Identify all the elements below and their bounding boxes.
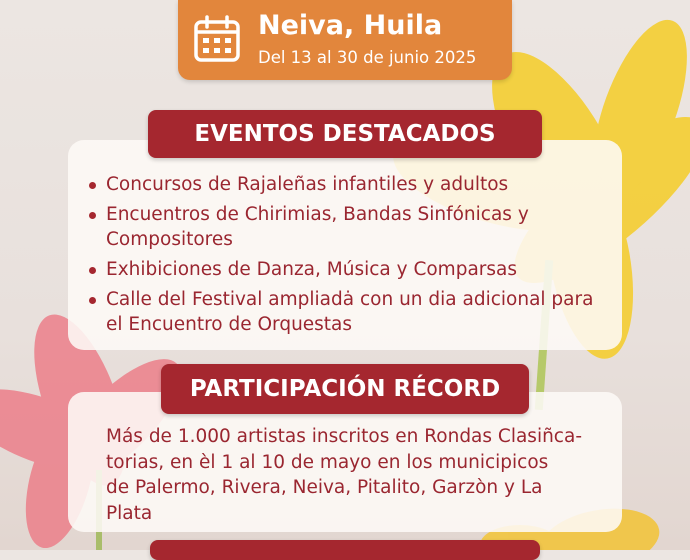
section-title-events: EVENTOS DESTACADOS	[148, 110, 542, 158]
list-item: Encuentros de Chirimias, Bandas Sinfónicas y Compositores	[88, 202, 618, 252]
date-range: Del 13 al 30 de junio 2025	[258, 48, 477, 67]
section-title-participation: PARTICIPACIÓN RÉCORD	[161, 364, 529, 414]
list-item: Exhibiciones de Danza, Música y Comparsas	[88, 257, 618, 282]
list-item: Calle del Festival ampliadȧ con un dia adicional para el Encuentro de Orquestas	[88, 287, 618, 337]
participation-text: Más de 1.000 artistas inscritos en Rondas Clasiñca- torias, en èl 1 al 10 de mayo en los municipicos de Palermo, Rivera, Neiva, Pitalito, Garzòn y La Plata	[106, 426, 582, 524]
events-list	[88, 172, 618, 342]
event-date-card	[178, 0, 512, 80]
calendar-icon	[192, 14, 242, 64]
next-section-banner	[150, 540, 540, 560]
list-item: Concursos de Rajaleñas infantiles y adultos	[88, 172, 618, 197]
city-title: Neiva, Huila	[258, 10, 443, 41]
